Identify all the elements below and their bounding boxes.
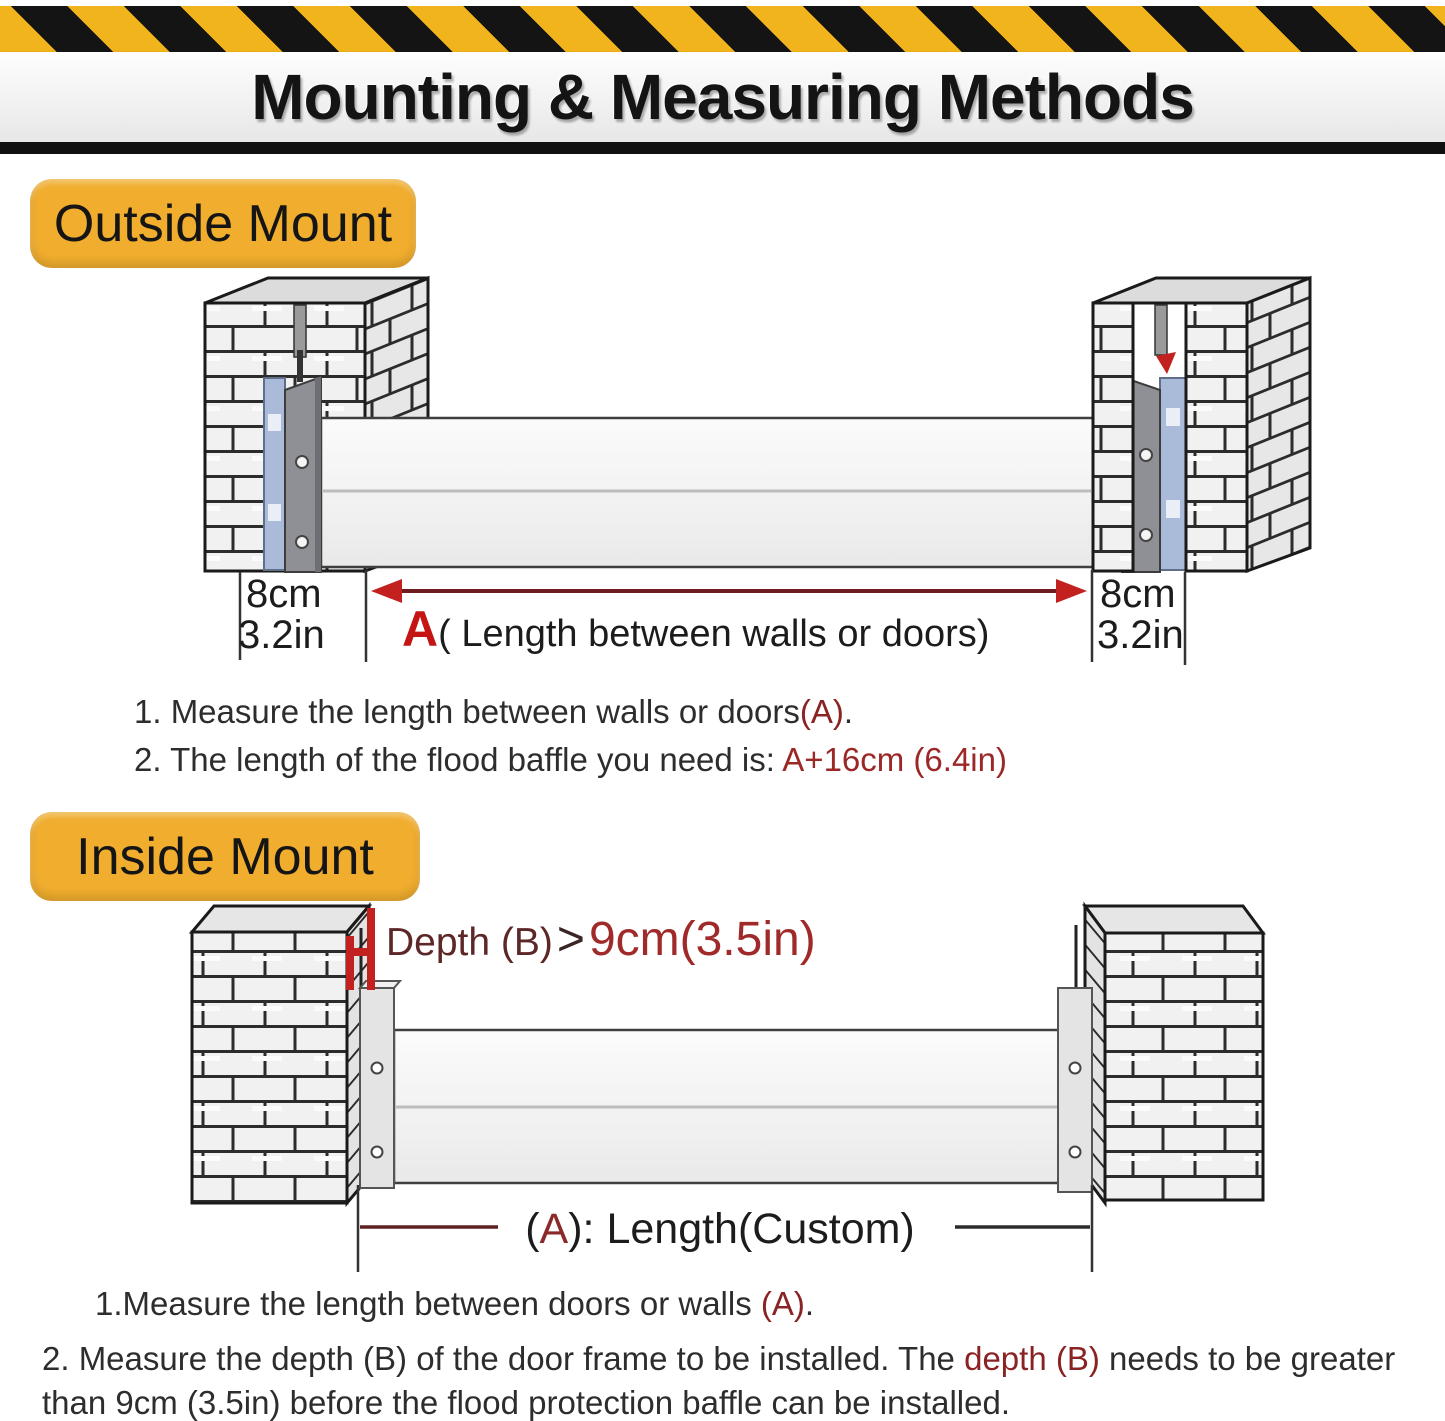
depth-value: 9cm(3.5in)	[588, 913, 816, 966]
hazard-stripe-band	[0, 6, 1445, 52]
inside-instruction-2: 2. Measure the depth (B) of the door frame to be installed. The depth (B) needs to be greater than 9cm (3.5in) before the flood protection baffle can be installed.	[42, 1340, 1396, 1421]
mounting-channel-left	[264, 378, 285, 570]
banner-divider	[0, 142, 1445, 154]
outside-mount-badge-label: Outside Mount	[53, 194, 393, 253]
offset-left-in: 3.2in	[238, 613, 325, 657]
end-bracket-left	[285, 377, 321, 572]
depth-label-text: Depth (B)	[386, 921, 553, 964]
outside-instruction-2: 2. The length of the flood baffle you need is: A+16cm (6.4in)	[134, 741, 1007, 778]
anchor-slot	[1155, 305, 1167, 355]
span-letter: A	[402, 601, 439, 657]
screw-hole	[296, 536, 308, 548]
brick-pillar-left	[192, 906, 369, 1203]
greater-than-sign: >	[556, 913, 585, 966]
span-text: ( Length between walls or doors)	[438, 613, 990, 655]
screw-hole	[296, 456, 308, 468]
inside-mount-badge-label: Inside Mount	[76, 827, 374, 886]
anchor-slot	[294, 305, 306, 357]
offset-right-cm: 8cm	[1100, 572, 1176, 616]
banner	[0, 0, 1445, 154]
flood-barrier-panel	[321, 418, 1093, 567]
screw-hole	[1140, 449, 1152, 461]
outside-instruction-1: 1. Measure the length between walls or doors(A).	[134, 693, 854, 730]
brick-pillar-right	[1093, 278, 1310, 571]
arrow-head-left	[371, 579, 402, 603]
anchor-pin	[297, 350, 303, 382]
flood-barrier-panel	[394, 1030, 1062, 1183]
mounting-channel-right	[1058, 988, 1092, 1192]
brick-pillar-right	[1076, 906, 1263, 1203]
span-letter: A	[539, 1205, 569, 1253]
mounting-channel-right	[1160, 378, 1186, 570]
inside-mount-badge	[30, 812, 420, 901]
mounting-channel-left	[360, 981, 400, 1188]
span-label-inside: (A): Length(Custom)	[525, 1205, 915, 1253]
screw-hole	[372, 1147, 383, 1158]
depth-label	[386, 912, 816, 967]
screw-hole	[1140, 529, 1152, 541]
title-bar	[0, 52, 1445, 142]
span-label-outside	[402, 600, 989, 658]
screw-hole	[372, 1063, 383, 1074]
page-title: Mounting & Measuring Methods	[251, 61, 1194, 133]
offset-left-cm: 8cm	[246, 572, 322, 616]
screw-hole	[1070, 1063, 1081, 1074]
offset-right-in: 3.2in	[1097, 613, 1184, 657]
inside-instruction-1: 1.Measure the length between doors or walls (A).	[95, 1285, 815, 1322]
screw-hole	[1070, 1147, 1081, 1158]
arrow-head-right	[1056, 579, 1087, 603]
